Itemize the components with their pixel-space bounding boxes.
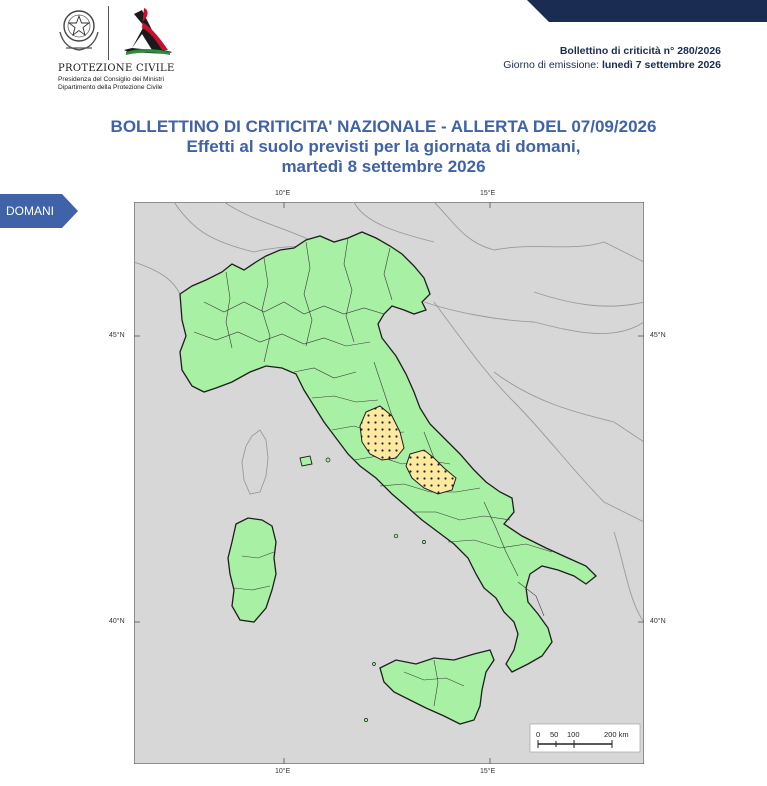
scale-bar <box>530 724 640 752</box>
lon-label-bottom-15: 15°E <box>480 768 496 775</box>
logo-divider <box>108 6 109 60</box>
issue-label: Giorno di emissione: <box>503 59 600 71</box>
lat-label-left-40: 40°N <box>109 618 125 625</box>
issue-line <box>503 58 721 72</box>
small-island <box>364 718 367 721</box>
alert-map <box>134 202 644 764</box>
small-island <box>422 540 425 543</box>
scalebar-tick-100: 100 <box>567 730 580 739</box>
lon-label-top-10: 10°E <box>275 190 291 197</box>
issue-date: lunedì 7 settembre 2026 <box>601 59 721 71</box>
small-island <box>373 663 376 666</box>
org-line-1: Presidenza del Consiglio dei Ministri <box>58 76 164 83</box>
title-line-1: BOLLETTINO DI CRITICITA' NAZIONALE - ALLERTA DEL 07/09/2026 <box>110 117 657 136</box>
lat-label-right-45: 45°N <box>650 332 666 339</box>
org-line-2: Dipartimento della Protezione Civile <box>58 84 163 91</box>
lat-label-left-45: 45°N <box>109 332 125 339</box>
scalebar-tick-50: 50 <box>550 730 559 739</box>
italy-map-svg <box>134 202 644 764</box>
elba-island <box>300 456 312 466</box>
scalebar-tick-0: 0 <box>536 730 541 739</box>
lon-label-top-15: 15°E <box>480 190 496 197</box>
lat-label-right-40: 40°N <box>650 618 666 625</box>
top-decorative-stripe <box>549 0 767 22</box>
page-title <box>0 117 767 177</box>
protezione-civile-logo <box>54 4 189 92</box>
protezione-civile-triangle-icon <box>112 4 178 60</box>
bulletin-meta <box>503 44 721 72</box>
scalebar-tick-200: 200 km <box>604 730 629 739</box>
bulletin-number: Bollettino di criticità n° 280/2026 <box>559 45 721 57</box>
small-island <box>326 458 330 462</box>
org-name: PROTEZIONE CIVILE <box>58 63 175 74</box>
title-line-3: martedì 8 settembre 2026 <box>281 157 486 176</box>
tab-domani[interactable]: DOMANI <box>0 194 62 228</box>
lon-label-bottom-10: 10°E <box>275 768 291 775</box>
republic-emblem-icon <box>54 4 104 56</box>
title-line-2: Effetti al suolo previsti per la giornata di domani, <box>186 137 581 156</box>
small-island <box>394 534 398 538</box>
